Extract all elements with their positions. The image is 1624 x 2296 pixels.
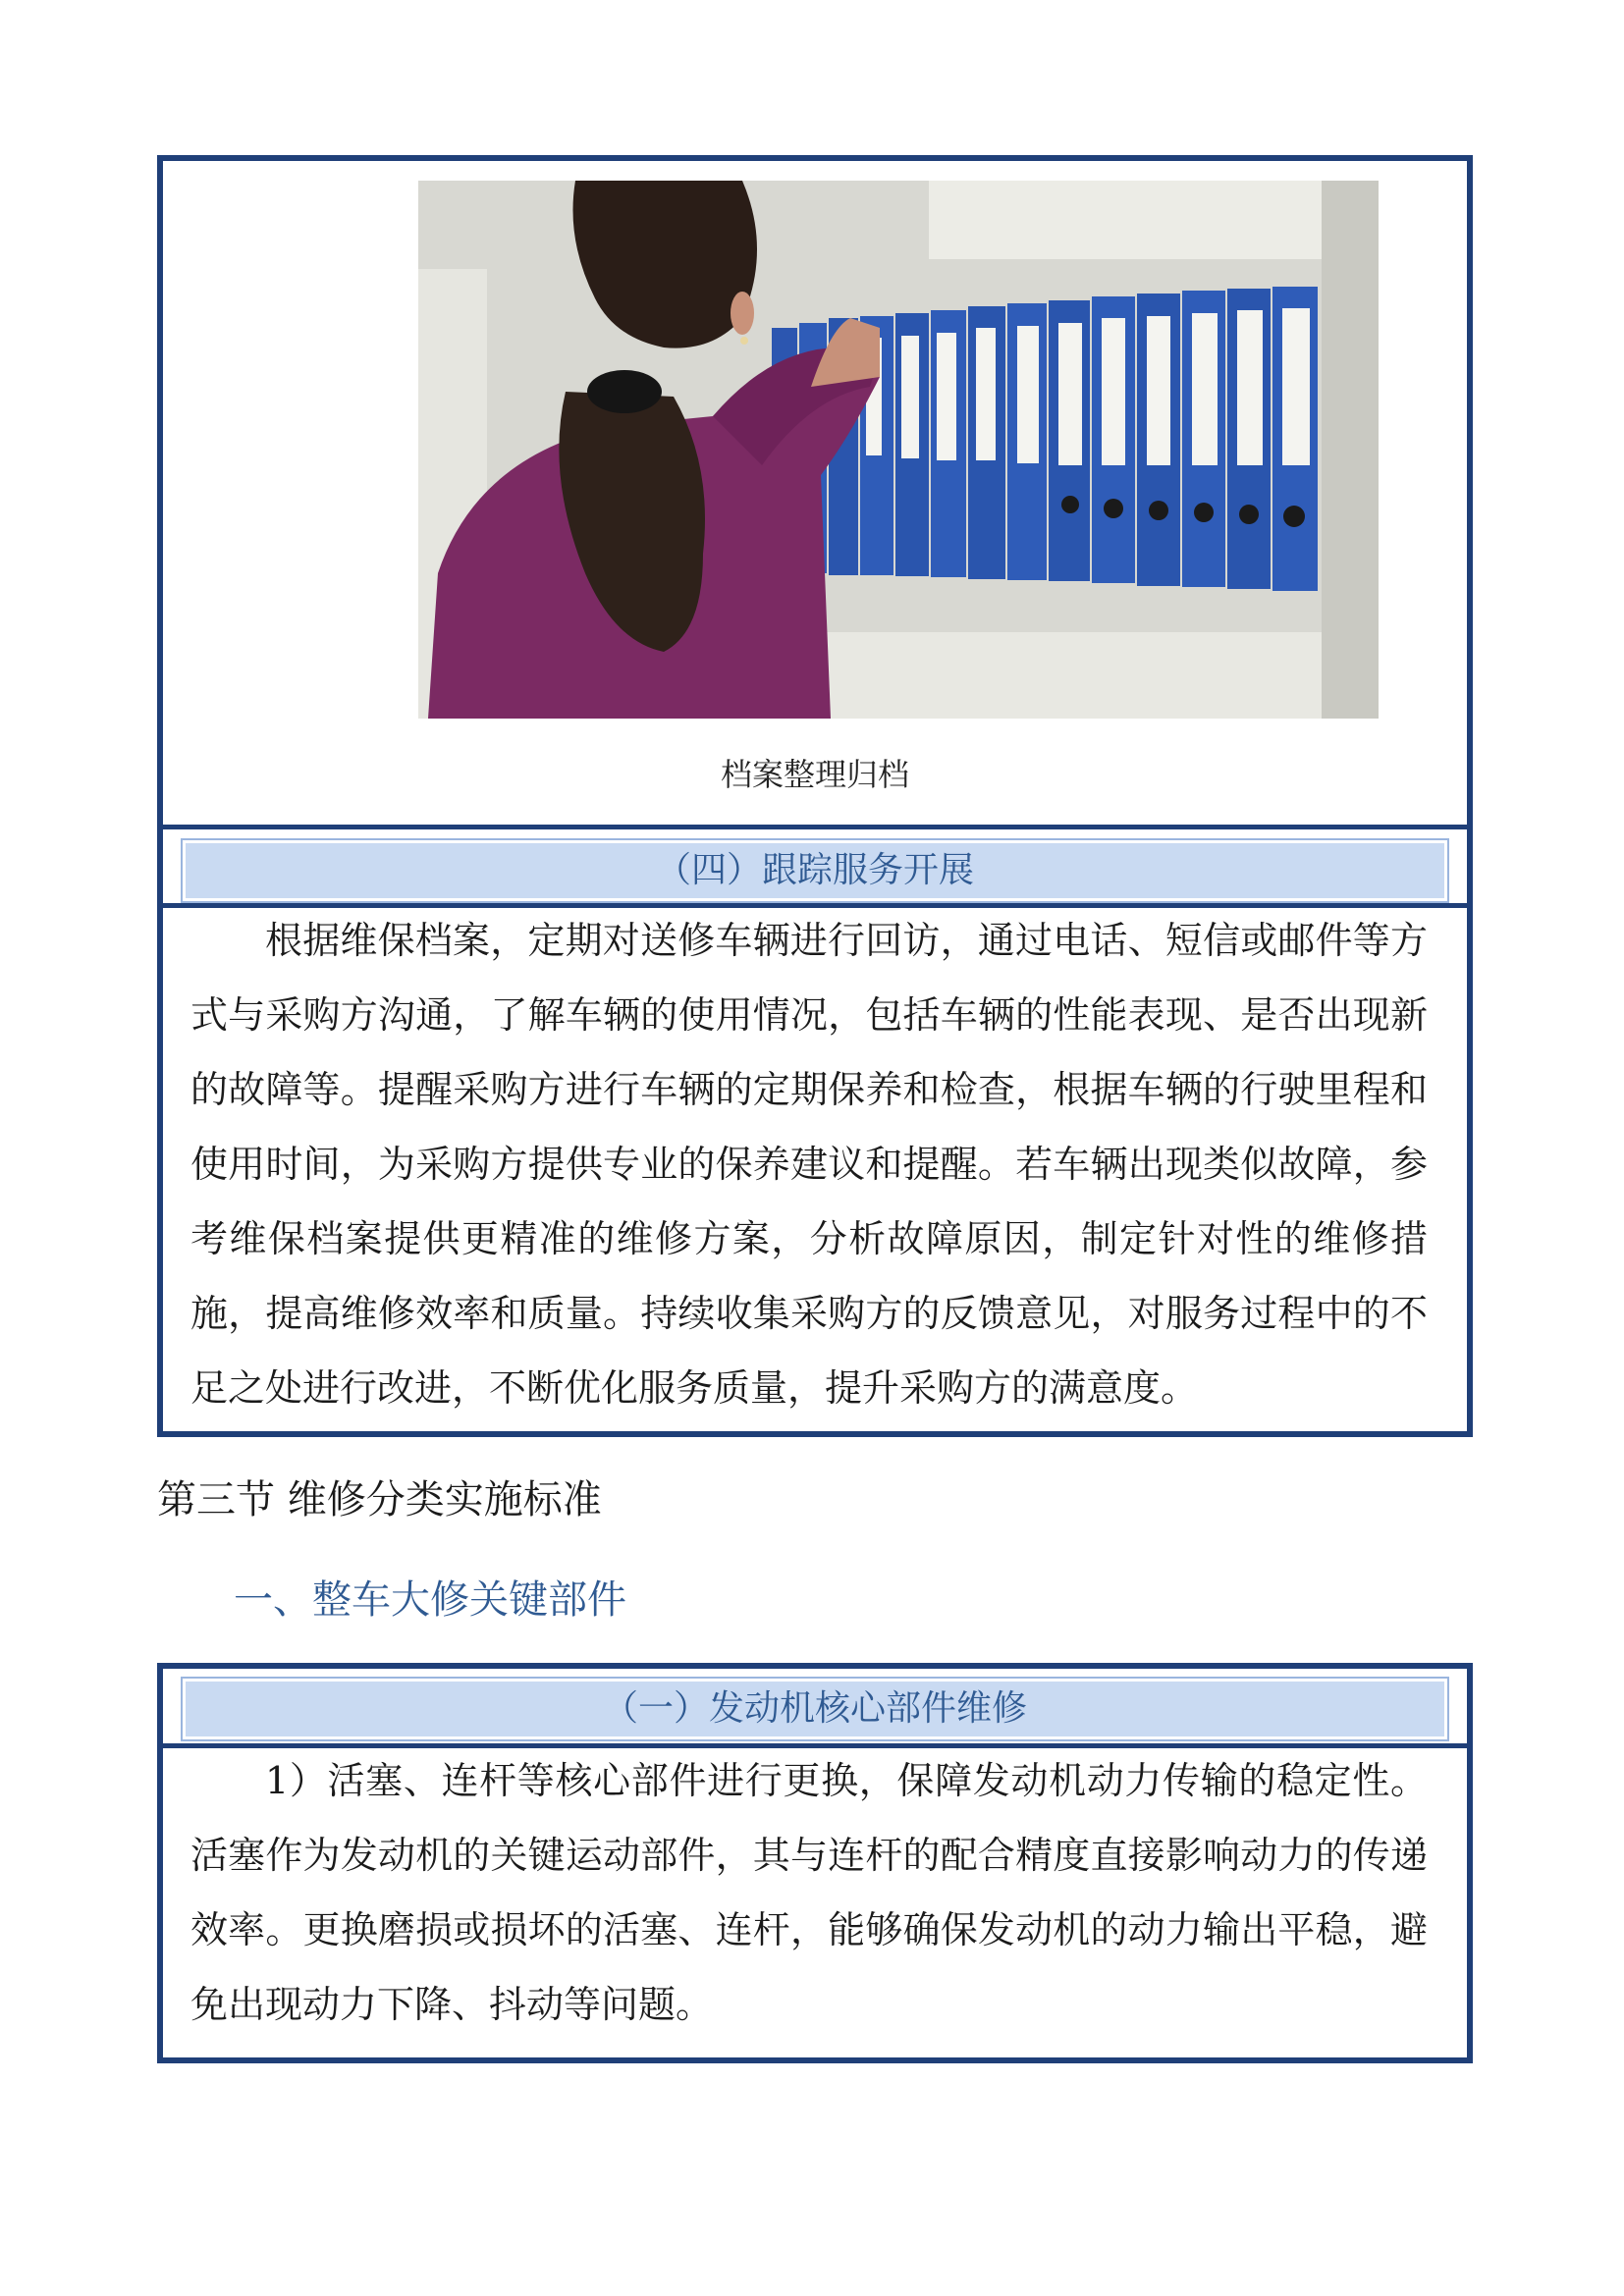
photo-caption: 档案整理归档 [720,756,909,793]
info-box-engine-core [157,1663,1473,2063]
heading-engine-core: （一）发动机核心部件维修 [183,1679,1447,1739]
paragraph-engine-core: 1）活塞、连杆等核心部件进行更换，保障发动机动力传输的稳定性。活塞作为发动机的关键运动部件，其与连杆的配合精度直接影响动力的传递效率。更换磨损或损坏的活塞、连杆，能够确保发动机的动力输出平稳，避免出现动力下降、抖动等问题。 [190,1759,1428,2026]
archive-filing-illustration [418,181,1379,719]
heading-tracking-service: （四）跟踪服务开展 [183,840,1447,901]
info-box-tracking-service [157,155,1473,1437]
section-divider [163,825,1467,829]
subsection-title: 一、整车大修关键部件 [234,1577,626,1623]
archive-filing-photo [418,181,1379,719]
paragraph-tracking-service: 根据维保档案，定期对送修车辆进行回访，通过电话、短信或邮件等方式与采购方沟通，了解车辆的使用情况，包括车辆的性能表现、是否出现新的故障等。提醒采购方进行车辆的定期保养和检查，根据车辆的行驶里程和使用时间，为采购方提供专业的保养建议和提醒。若车辆出现类似故障，参考维保档案提供更精准的维修方案，分析故障原因，制定针对性的维修措施，提高维修效率和质量。持续收集采购方的反馈意见，对服务过程中的不足之处进行改进，不断优化服务质量，提升采购方的满意度。 [190,919,1428,1410]
section-title: 第三节 维修分类实施标准 [157,1477,602,1522]
